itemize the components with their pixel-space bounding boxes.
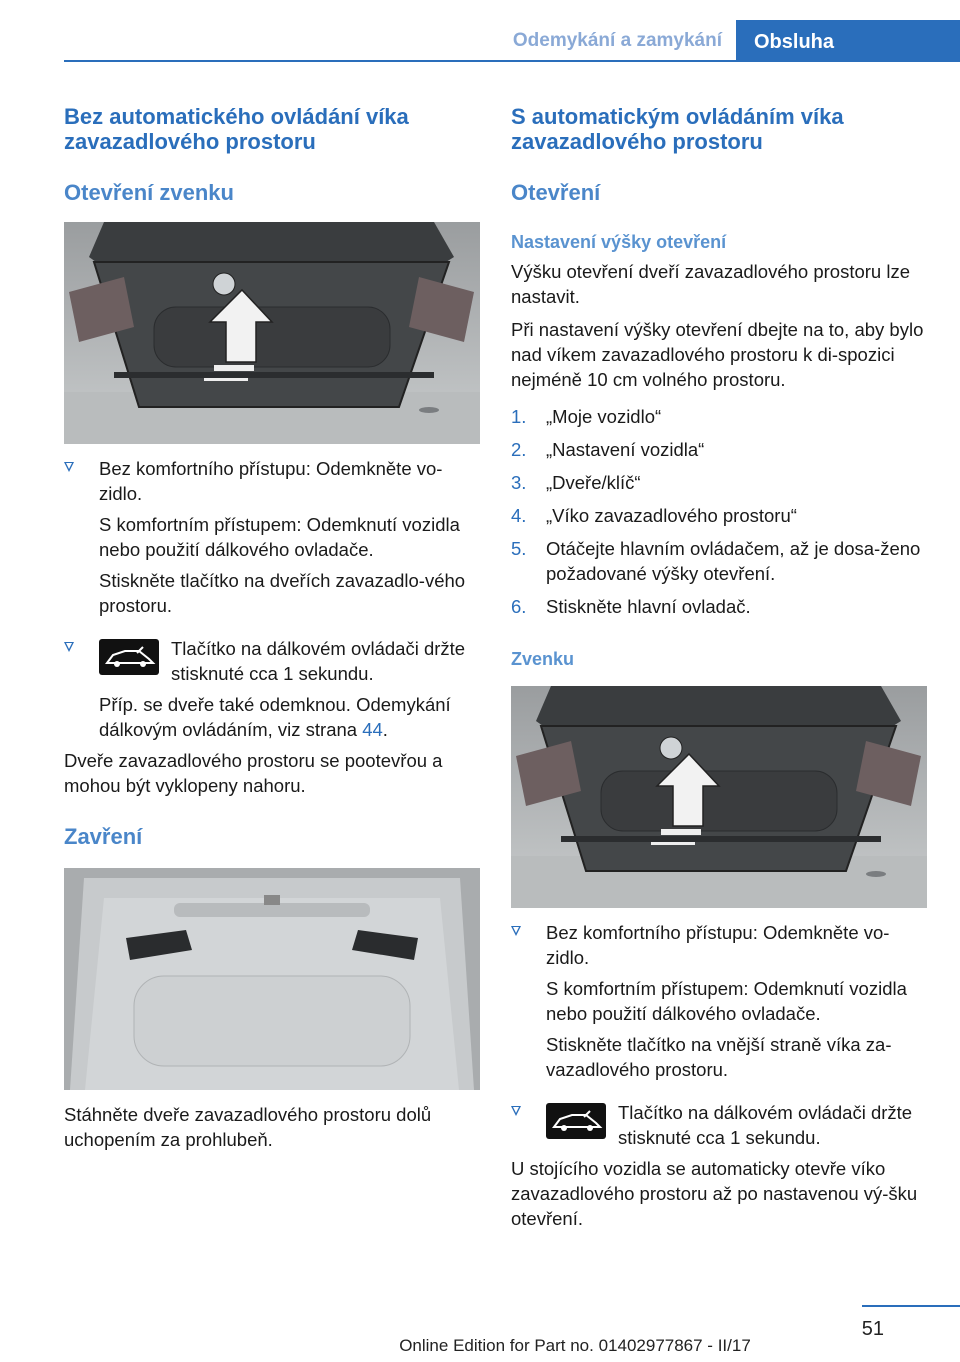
tailgate-exterior-image [64, 222, 480, 444]
right-paragraph-2: Při nastavení výšky otevření dbejte na to, aby bylo nad víkem zavazadlového prostoru k di-spozici nejméně 10 cm volného prostoru. [511, 319, 924, 390]
right-paragraph-3: U stojícího vozidla se automaticky otevře víko zavazadlového prostoru až po nastavenou vý-šku otevření. [511, 1158, 918, 1229]
tailgate-exterior-image-2 [511, 686, 927, 908]
right-title: S automatickým ovládáním víka zavazadlového prostoru [511, 104, 844, 154]
right-bullet-1-line2: S komfortním přístupem: Odemknutí vozidla nebo použití dálkového ovladače. [546, 978, 907, 1024]
left-title: Bez automatického ovládání víka zavazadlového prostoru [64, 104, 409, 154]
left-paragraph: Dveře zavazadlového prostoru se pootevřou a mohou být vyklopeny nahoru. [64, 750, 443, 796]
left-bullet-2-text: Tlačítko na dálkovém ovládači držte stisknuté cca 1 sekundu. [171, 638, 466, 684]
left-column [64, 104, 482, 1152]
triangle-bullet-icon [64, 642, 74, 652]
list-item: 4. „Víko zavazadlového prostoru“ [511, 505, 797, 526]
left-bullet-1-text: Bez komfortního přístupu: Odemkněte vo- zidlo. [99, 458, 443, 504]
remote-key-row [99, 636, 482, 686]
right-bullet-2-text: Tlačítko na dálkovém ovládači držte stisknuté cca 1 sekundu. [618, 1102, 913, 1148]
right-subtitle-open: Otevření [511, 180, 601, 205]
left-bullet-2-note: Příp. se dveře také odemknou. Odemykání dálkovým ovládáním, viz strana 44. [99, 694, 451, 740]
header-section-title: Odemykání a zamykání [512, 30, 722, 51]
steps-list [511, 404, 929, 619]
list-item: 6. Stiskněte hlavní ovladač. [511, 596, 751, 617]
right-bullet-2 [511, 1100, 929, 1150]
page-number: 51 [861, 1318, 884, 1340]
tailgate-interior-image [64, 868, 480, 1090]
triangle-bullet-icon [64, 462, 74, 472]
left-bullet-1-line2: S komfortním přístupem: Odemknutí vozidla nebo použití dálkového ovladače. [99, 514, 460, 560]
header-rule [64, 60, 960, 62]
left-subtitle-open: Otevření zvenku [64, 180, 234, 205]
right-bullet-1 [511, 920, 929, 1082]
page-reference-link[interactable]: 44 [362, 719, 383, 740]
list-item: 3. „Dveře/klíč“ [511, 472, 641, 493]
list-item: 2. „Nastavení vozidla“ [511, 439, 705, 460]
left-bullet-1-line3: Stiskněte tlačítko na dveřích zavazadlo-vého prostoru. [99, 570, 466, 616]
right-bullet-1-line3: Stiskněte tlačítko na vnější straně víka za-vazadlového prostoru. [546, 1034, 892, 1080]
footer-rule [862, 1305, 960, 1307]
footer-edition: Online Edition for Part no. 01402977867 - II/17 [399, 1336, 751, 1355]
header-chapter-tab: Obsluha [736, 20, 960, 62]
right-column [511, 104, 929, 1231]
list-item: 1. „Moje vozidlo“ [511, 406, 662, 427]
right-bullet-1-text: Bez komfortního přístupu: Odemkněte vo-zidlo. [546, 922, 890, 968]
left-subtitle-close: Zavření [64, 824, 143, 849]
triangle-bullet-icon [511, 926, 521, 936]
right-paragraph-1: Výšku otevření dveří zavazadlového prostoru lze nastavit. [511, 261, 910, 307]
tailgate-remote-button-icon [546, 1103, 606, 1139]
list-item: 5. Otáčejte hlavním ovládačem, až je dosa-ženo požadované výšky otevření. [511, 538, 921, 584]
tailgate-remote-button-icon [99, 639, 159, 675]
triangle-bullet-icon [511, 1106, 521, 1116]
left-bullet-2 [64, 636, 482, 742]
left-close-text: Stáhněte dveře zavazadlového prostoru dolů uchopením za prohlubeň. [64, 1104, 432, 1150]
left-bullet-1 [64, 456, 482, 618]
remote-key-row [546, 1100, 929, 1150]
right-subtitle-outside: Zvenku [511, 649, 575, 669]
right-subtitle-height: Nastavení výšky otevření [511, 232, 727, 252]
